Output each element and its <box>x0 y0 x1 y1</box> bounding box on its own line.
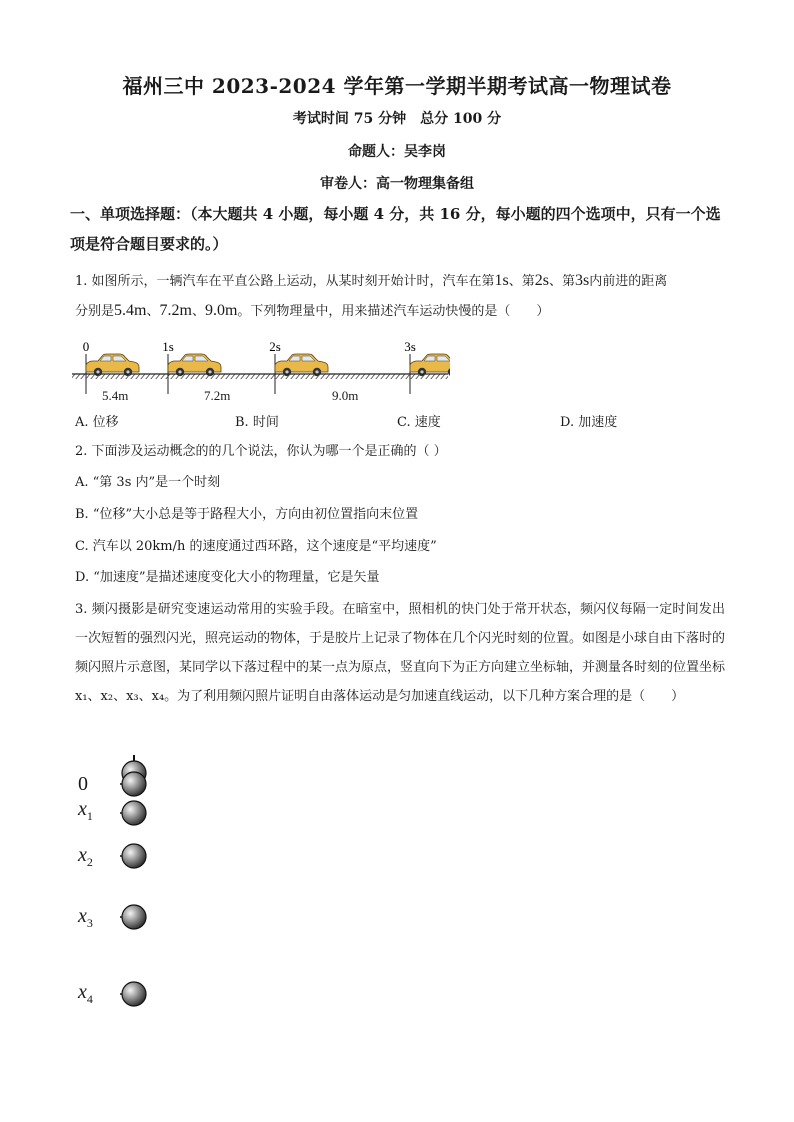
axis-var: x <box>78 981 87 1003</box>
q1-option-d[interactable]: D. 加速度 <box>560 415 618 430</box>
section-heading: 一、单项选择题：（本大题共 4 小题，每小题 4 分，共 16 分，每小题的四个选项中，只有一个选项是符合题目要求的。） <box>70 205 721 253</box>
axis-var: x <box>78 798 87 820</box>
q1-sep: 、 <box>191 304 205 319</box>
axis-var: x <box>78 905 87 927</box>
question-1-stem <box>75 266 725 326</box>
axis-sub: 2 <box>86 855 93 869</box>
ball-3 <box>122 905 146 929</box>
car-icon <box>410 354 450 376</box>
q2-option-b[interactable]: B. “位移”大小总是等于路程大小，方向由初位置指向末位置 <box>75 507 419 522</box>
distance-label-3: 9.0m <box>332 388 359 403</box>
ball-2 <box>122 844 146 868</box>
car-icon <box>168 354 221 376</box>
time-label-2s: 2s <box>269 339 281 354</box>
axis-sub: 1 <box>86 809 93 823</box>
axis-var: x <box>78 844 87 866</box>
question-2-stem: 2. 下面涉及运动概念的的几个说法，你认为哪一个是正确的（ ） <box>75 444 447 459</box>
ball-0b <box>122 772 146 796</box>
q1-dist-2: 7.2m <box>159 302 192 319</box>
time-label-0: 0 <box>82 339 90 354</box>
distance-label-2: 7.2m <box>204 388 231 403</box>
exam-time-score: 考试时间 75 分钟 总分 100 分 <box>292 111 502 127</box>
time-label-3s: 3s <box>404 339 416 354</box>
question-3-stem: 3. 频闪摄影是研究变速运动常用的实验手段。在暗室中，照相机的快门处于常开状态，频闪仪每隔一定时间发出一次短暂的强烈闪光，照亮运动的物体，于是胶片上记录了物体在几个闪光时刻的位置。如图是小球自由下落时的频闪照片示意图，某同学以下落过程中的某一点为原点，竖直向下为正方向建立坐标轴，并测量各时刻的位置坐标 x₁、x₂、x₃、x₄。为了利用频闪照片证明自由落体运动是匀加速直线运动，以下几种方案合理的是（ ） <box>75 602 726 704</box>
axis-label-x1 <box>78 798 93 824</box>
q1-option-c[interactable]: C. 速度 <box>397 415 441 430</box>
q2-option-c[interactable]: C. 汽车以 20km/h 的速度通过西环路，这个速度是“平均速度” <box>75 539 437 554</box>
ball-1 <box>122 801 146 825</box>
q1-sep: 、第 <box>549 274 576 289</box>
axis-sub: 4 <box>86 992 93 1006</box>
axis-label-x2 <box>78 844 93 870</box>
q1-sep: 、第 <box>508 274 535 289</box>
axis-sub: 3 <box>86 916 93 930</box>
q3-strobe-figure <box>100 755 160 1015</box>
q1-sep: 、 <box>146 304 160 319</box>
q1-text-c: 分别是 <box>75 304 115 319</box>
time-label-1s: 1s <box>162 339 174 354</box>
distance-label-1: 5.4m <box>102 388 129 403</box>
q1-dist-3: 9.0m <box>204 302 238 319</box>
q1-time-1: 1s <box>494 272 509 289</box>
exam-author: 命题人：吴李岗 <box>348 144 446 160</box>
q1-text-b: 内前进的距离 <box>589 274 668 289</box>
origin-label: 0 <box>78 773 88 795</box>
axis-label-x4 <box>78 981 93 1007</box>
road-hatching <box>72 374 448 379</box>
exam-reviewer: 审卷人：高一物理集备组 <box>320 176 474 192</box>
car-icon <box>86 354 139 376</box>
q1-option-a[interactable]: A. 位移 <box>75 415 119 430</box>
q1-dist-1: 5.4m <box>114 302 147 319</box>
q2-option-a[interactable]: A. “第 3s 内”是一个时刻 <box>75 475 221 490</box>
exam-title: 福州三中 2023-2024 学年第一学期半期考试高一物理试卷 <box>122 74 672 98</box>
q1-text-a: 1. 如图所示，一辆汽车在平直公路上运动，从某时刻开始计时，汽车在第 <box>75 274 495 289</box>
q2-option-d[interactable]: D. “加速度”是描述速度变化大小的物理量，它是矢量 <box>75 570 380 585</box>
q1-text-d: 。下列物理量中，用来描述汽车运动快慢的是（ ） <box>237 304 550 319</box>
axis-label-x3 <box>78 905 93 931</box>
car-icon <box>275 354 328 376</box>
ball-4 <box>122 982 146 1006</box>
q1-time-2: 2s <box>534 272 550 289</box>
q1-option-b[interactable]: B. 时间 <box>235 415 279 430</box>
q1-time-3: 3s <box>575 272 590 289</box>
